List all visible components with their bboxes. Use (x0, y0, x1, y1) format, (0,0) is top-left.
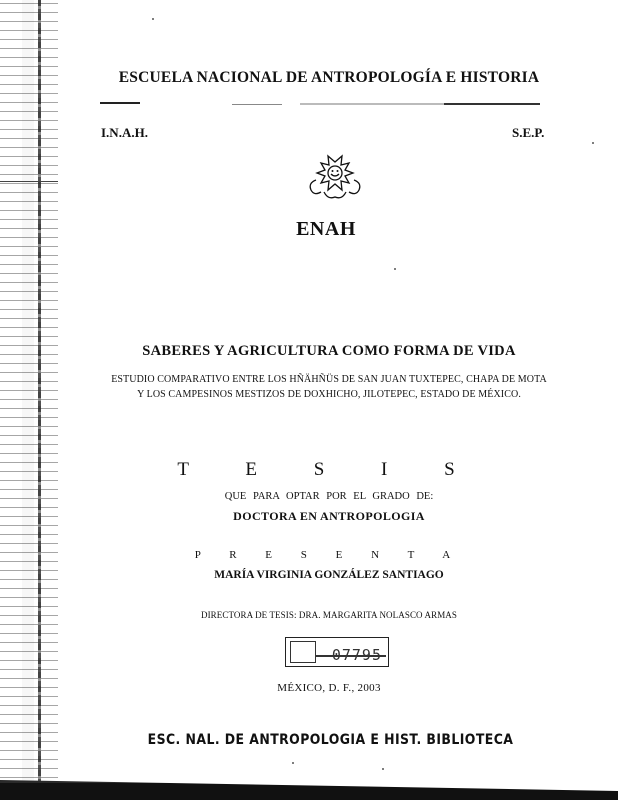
stamp-emblem-icon (290, 641, 316, 663)
scan-speck (394, 268, 396, 270)
header-rule (300, 103, 540, 105)
header-rule (232, 104, 282, 105)
document-type: T E S I S (177, 459, 481, 480)
scan-binding-edge (0, 0, 58, 800)
sep-label: S.E.P. (512, 125, 545, 140)
thesis-subtitle-line-1: ESTUDIO COMPARATIVO ENTRE LOS HÑÄHÑÜS DE SAN JUAN TUXTEPEC, CHAPA DE MOTA (111, 374, 547, 385)
degree-intro: QUE PARA OPTAR POR EL GRADO DE: (224, 491, 434, 502)
enah-sunflower-logo-icon (302, 152, 368, 212)
thesis-subtitle-line-2: Y LOS CAMPESINOS MESTIZOS DE DOXHICHO, JILOTEPEC, ESTADO DE MÉXICO. (137, 389, 521, 400)
place-and-year: MÉXICO, D. F., 2003 (277, 682, 381, 694)
inah-label: I.N.A.H. (101, 125, 148, 140)
library-stamp: ESC. NAL. DE ANTROPOLOGIA E HIST. BIBLIOTECA (147, 732, 514, 748)
thesis-title: SABERES Y AGRICULTURA COMO FORMA DE VIDA (142, 343, 516, 359)
presenta-label: P R E S E N T A (194, 549, 464, 561)
scan-speck (292, 762, 294, 764)
scan-speck (592, 142, 594, 144)
school-name: ESCUELA NACIONAL DE ANTROPOLOGÍA E HISTORIA (118, 69, 540, 86)
header-rule (100, 102, 140, 104)
enah-wordmark: ENAH (296, 218, 356, 240)
scan-bottom-edge (0, 780, 618, 800)
scan-speck (152, 18, 154, 20)
thesis-director: DIRECTORA DE TESIS: DRA. MARGARITA NOLASCO ARMAS (200, 610, 458, 620)
inventory-stamp (285, 637, 389, 667)
scan-cut-mark (0, 181, 58, 182)
stamp-number: 07795 (331, 646, 382, 664)
author-name: MARÍA VIRGINIA GONZÁLEZ SANTIAGO (214, 569, 444, 581)
scan-speck (382, 768, 384, 770)
degree-name: DOCTORA EN ANTROPOLOGIA (233, 509, 425, 523)
